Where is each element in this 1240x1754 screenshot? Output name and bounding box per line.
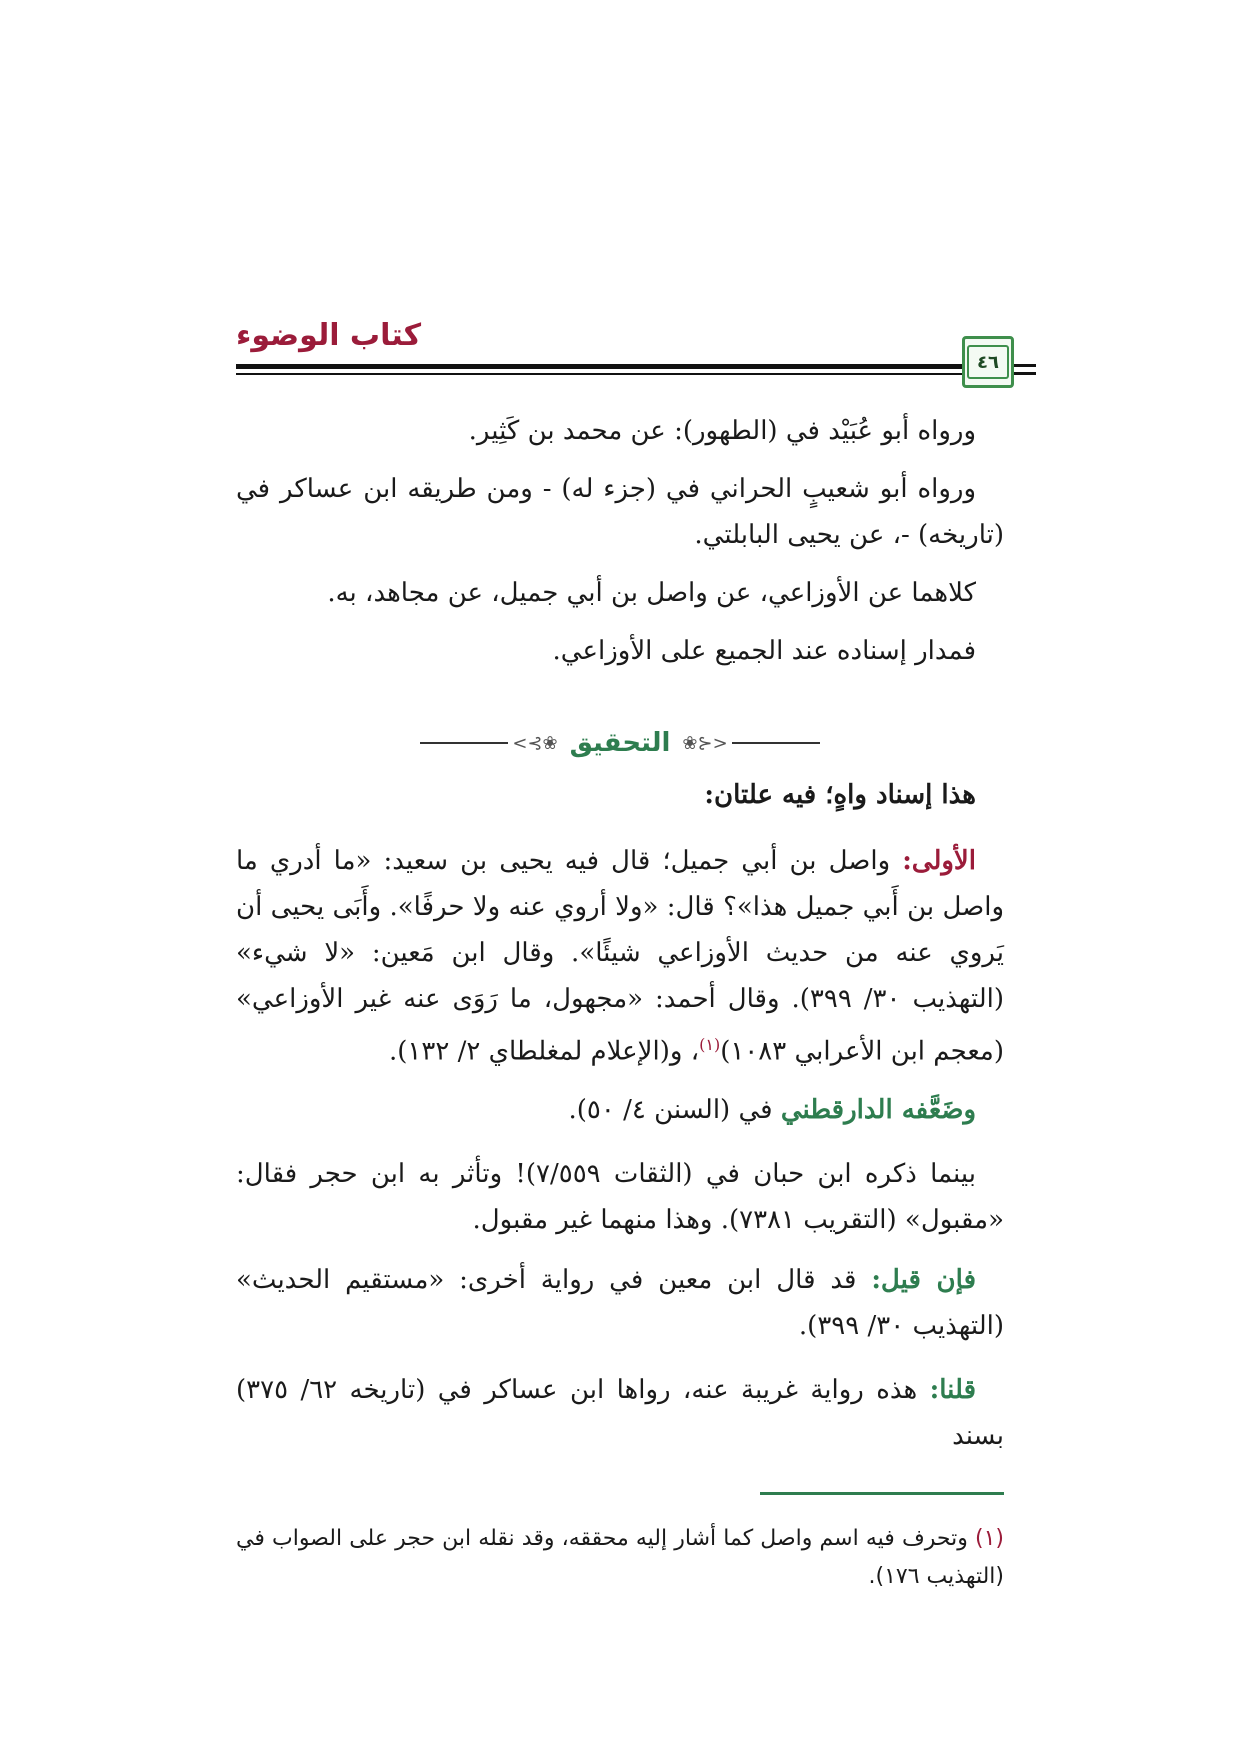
reply-label: قلنا: bbox=[929, 1374, 977, 1405]
daraqutni-paragraph bbox=[236, 1087, 1004, 1133]
header-rule-right-bottom bbox=[1012, 372, 1036, 375]
first-defect-text: واصل بن أبي جميل؛ قال فيه يحيى بن سعيد: «ما أدري ما واصل بن أَبي جميل هذا»؟ قال: «ولا أروي عنه ولا حرفًا». وأَبَى يحيى أن يَروي عنه من حديث الأوزاعي شيئًا». وقال ابن مَعين: «لا شيء» (التهذيب ٣٠/ ٣٩٩). وقال أحمد: «مجهول، ما رَوَى عنه غير الأوزاعي» (معجم ابن الأعرابي ١٠٨٣) bbox=[236, 846, 1004, 1067]
first-defect-tail: ، و(الإعلام لمغلطاي ٢/ ١٣٢). bbox=[389, 1036, 700, 1067]
intro-paragraph: كلاهما عن الأوزاعي، عن واصل بن أبي جميل، عن مجاهد، به. bbox=[327, 578, 976, 608]
header-rule-bottom bbox=[236, 373, 1004, 375]
intro-block bbox=[236, 408, 1004, 674]
intro-paragraph: ورواه أبو شعيبٍ الحراني في (جزء له) - ومن طريقه ابن عساكر في (تاريخه) -، عن يحيى البابلتي. bbox=[236, 474, 1004, 550]
header-rule-right-top bbox=[1012, 364, 1036, 367]
running-head-title: كتاب الوضوء bbox=[236, 318, 422, 353]
daraqutni-label: وضَعَّفه الدارقطني bbox=[780, 1094, 976, 1125]
header-rule-top bbox=[236, 364, 1004, 369]
analysis-heading: هذا إسناد واهٍ؛ فيه علتان: bbox=[704, 780, 976, 810]
section-divider bbox=[420, 725, 820, 761]
divider-line bbox=[732, 742, 820, 744]
page-number: ٤٦ bbox=[967, 345, 1009, 379]
objection-paragraph bbox=[236, 1257, 1004, 1349]
daraqutni-text: في (السنن ٤/ ٥٠). bbox=[568, 1094, 781, 1125]
footnote-reference[interactable]: (١) bbox=[699, 1035, 721, 1054]
ornament-icon: <⊰❀ bbox=[682, 732, 728, 754]
first-defect-label: الأولى: bbox=[902, 846, 976, 876]
objection-text: قد قال ابن معين في رواية أخرى: «مستقيم الحديث» (التهذيب ٣٠/ ٣٩٩). bbox=[236, 1264, 1004, 1341]
divider-line bbox=[420, 742, 508, 744]
intro-paragraph: فمدار إسناده عند الجميع على الأوزاعي. bbox=[552, 636, 976, 666]
analysis-block bbox=[236, 772, 1004, 1459]
reply-text: هذه رواية غريبة عنه، رواها ابن عساكر في (تاريخه ٦٢/ ٣٧٥) بسند bbox=[236, 1374, 1004, 1451]
footnote-rule bbox=[760, 1492, 1004, 1495]
ibn-hibban-paragraph: بينما ذكره ابن حبان في (الثقات ٧/٥٥٩)! وتأثر به ابن حجر فقال: «مقبول» (التقريب ٧٣٨١). وهذا منهما غير مقبول. bbox=[236, 1158, 1004, 1235]
footnote-number: (١) bbox=[974, 1526, 1004, 1551]
ornament-icon: ❀⊱> bbox=[512, 732, 558, 754]
reply-paragraph bbox=[236, 1367, 1004, 1459]
first-defect-paragraph bbox=[236, 838, 1004, 1075]
footnote bbox=[236, 1520, 1004, 1596]
page-number-badge bbox=[962, 336, 1014, 388]
intro-paragraph: ورواه أبو عُبَيْد في (الطهور): عن محمد بن كَثِير. bbox=[468, 416, 976, 446]
objection-label: فإن قيل: bbox=[871, 1264, 976, 1295]
footnote-text: وتحرف فيه اسم واصل كما أشار إليه محققه، وقد نقله ابن حجر على الصواب في (التهذيب ١٧٦). bbox=[236, 1526, 1004, 1589]
section-title: التحقيق bbox=[569, 728, 671, 758]
